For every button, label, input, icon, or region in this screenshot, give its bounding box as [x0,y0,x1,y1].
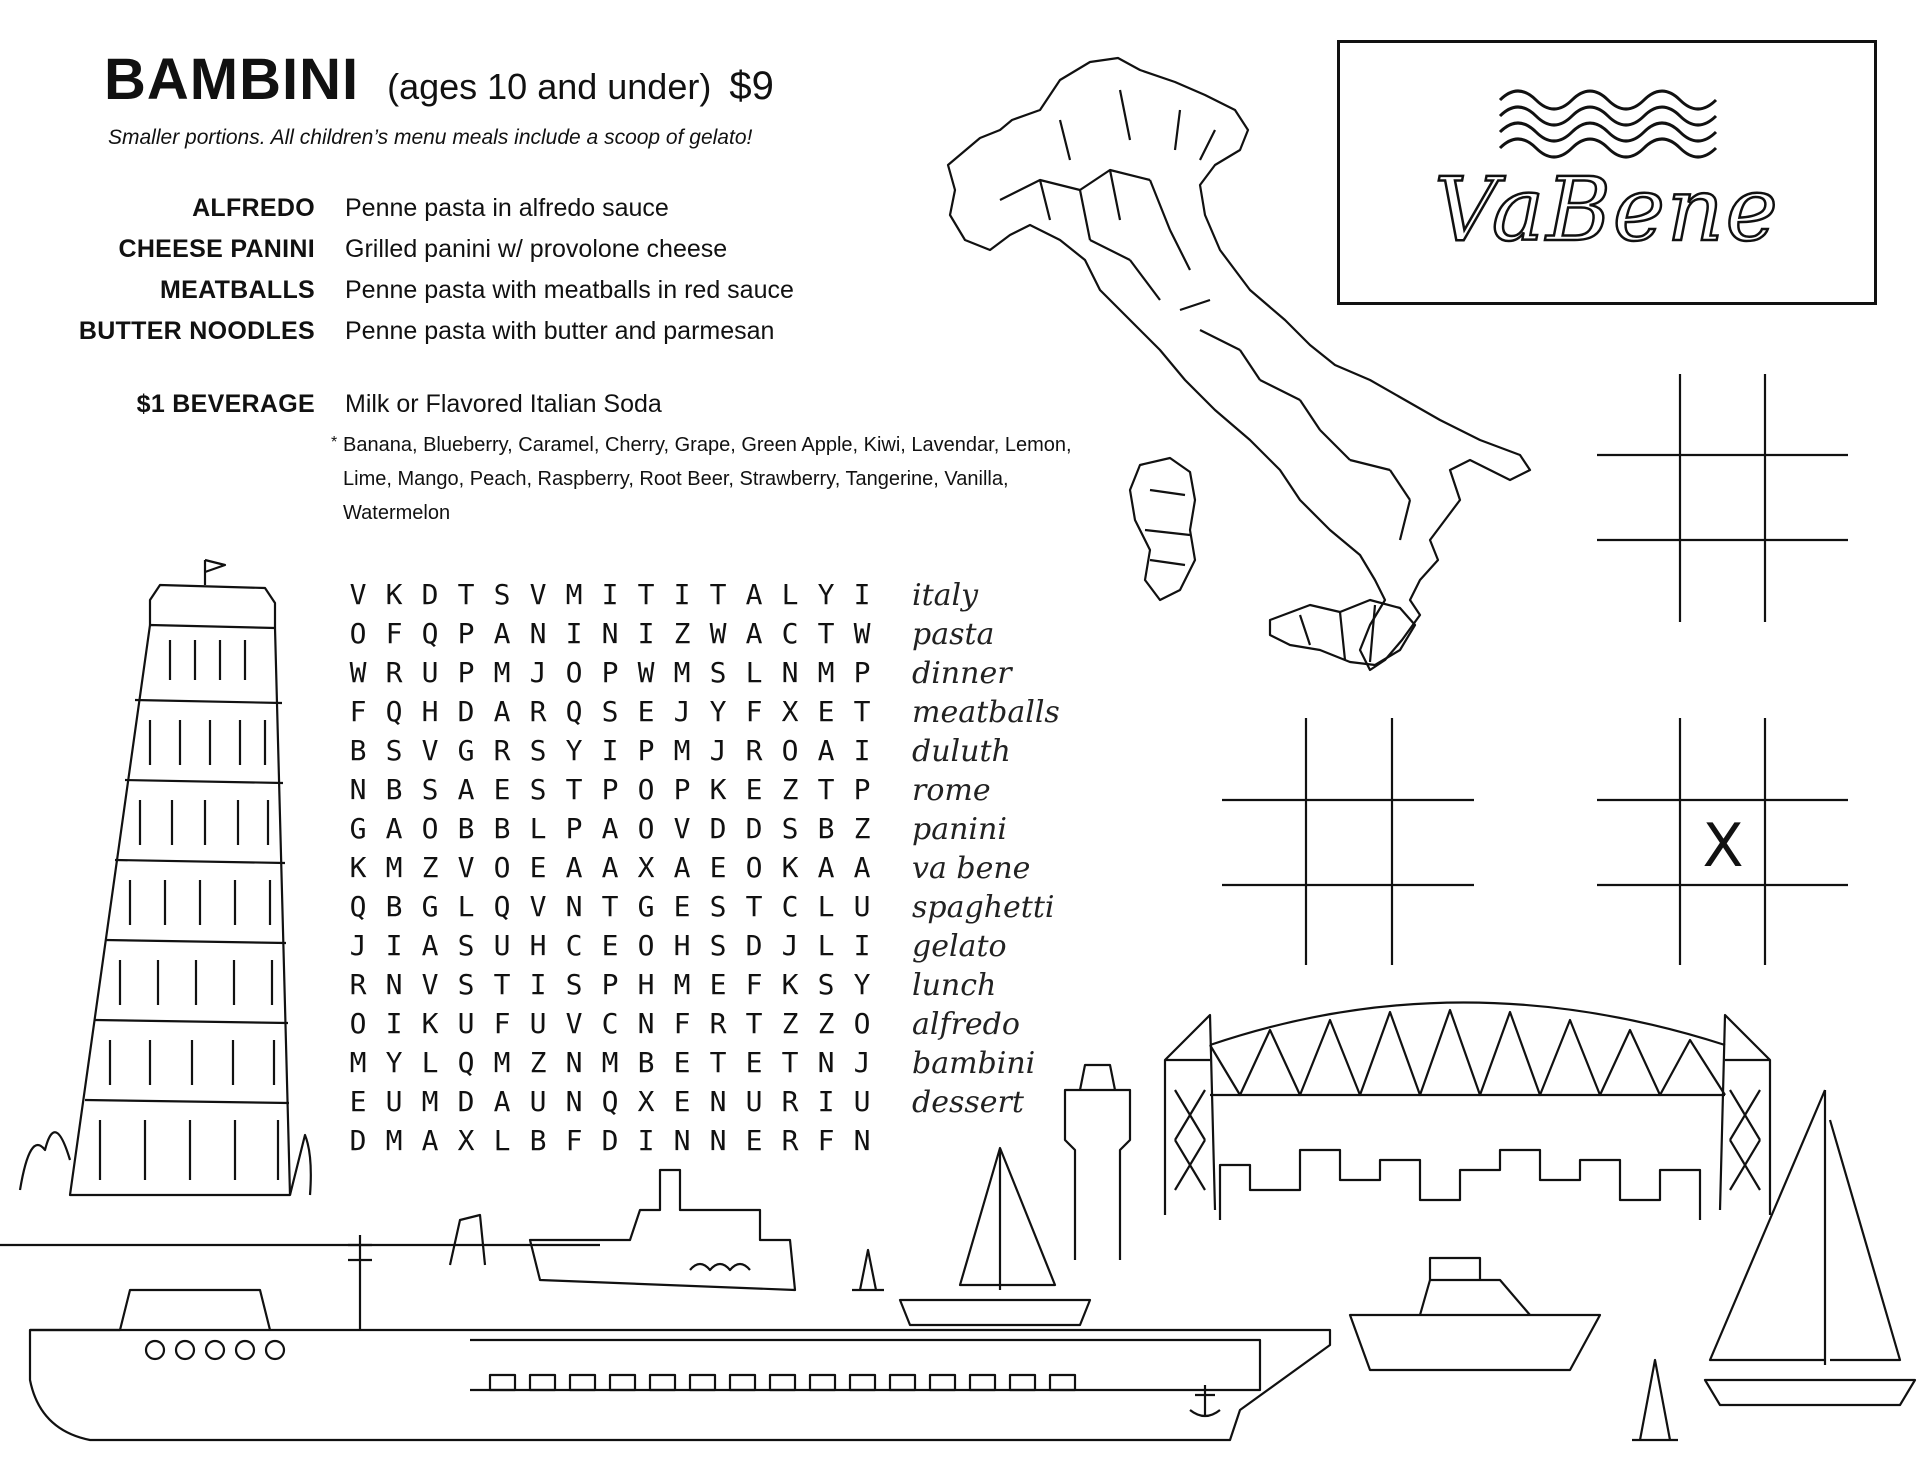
word-search-letter[interactable]: N [601,617,619,650]
word-search-letter[interactable]: K [781,851,799,884]
tic-tac-toe-board[interactable] [1597,374,1848,622]
word-search-letter[interactable]: U [853,890,871,923]
word-search-letter[interactable]: S [529,773,547,806]
word-search-letter[interactable]: Z [421,851,439,884]
word-search-word: dinner [912,656,1012,691]
word-search-letter[interactable]: A [745,578,763,611]
word-search-letter[interactable]: A [853,851,871,884]
word-search-letter[interactable]: A [565,851,583,884]
word-search-letter[interactable]: S [421,773,439,806]
footnote-mark: * [331,434,338,451]
word-search-letter[interactable]: E [709,851,727,884]
word-search-letter[interactable]: M [385,1124,403,1157]
word-search-letter[interactable]: O [349,1007,367,1040]
word-search-letter[interactable]: Y [565,734,583,767]
page-title: BAMBINI [104,47,360,112]
menu-item-name: CHEESE PANINI [118,235,315,263]
word-search-letter[interactable]: O [781,734,799,767]
word-search-letter[interactable]: S [781,812,799,845]
word-search-word: pasta [912,617,995,652]
sailboat-icon [1705,1090,1915,1405]
word-search-letter[interactable]: X [457,1124,475,1157]
word-search-letter[interactable]: R [781,1124,799,1157]
word-search-letter[interactable]: M [349,1046,367,1079]
word-search-letter[interactable]: J [529,656,547,689]
word-search-letter[interactable]: Z [817,1007,835,1040]
menu-price: $9 [729,64,774,108]
word-search-letter[interactable]: E [529,851,547,884]
word-search-letter[interactable]: A [745,617,763,650]
word-search-letter[interactable]: I [817,1085,835,1118]
word-search-letter[interactable]: H [421,695,439,728]
word-search-word: va bene [912,851,1031,886]
word-search-letter[interactable]: U [385,1085,403,1118]
word-search-letter[interactable]: T [817,773,835,806]
word-search-letter[interactable]: M [673,734,691,767]
word-search-letter[interactable]: R [493,734,511,767]
buoy-icon [852,1250,1678,1440]
word-search-letter[interactable]: N [781,656,799,689]
word-search-letter[interactable]: S [493,578,511,611]
word-search-letter[interactable]: T [781,1046,799,1079]
word-search-letter[interactable]: U [493,929,511,962]
word-search-letter[interactable]: R [709,1007,727,1040]
word-search-letter[interactable]: V [457,851,475,884]
word-search-word: panini [912,812,1007,847]
word-search-letter[interactable]: V [421,734,439,767]
word-search-letter[interactable]: O [349,617,367,650]
word-search-letter[interactable]: R [385,656,403,689]
word-search-letter[interactable]: S [457,968,475,1001]
word-search-letter[interactable]: W [709,617,727,650]
word-search-letter[interactable]: T [637,578,655,611]
word-search-letter[interactable]: J [853,1046,871,1079]
word-search-letter[interactable]: E [817,695,835,728]
word-search-letter[interactable]: S [817,968,835,1001]
word-search-word: lunch [912,968,997,1003]
word-search-letter[interactable]: M [601,1046,619,1079]
word-search-letter[interactable]: B [457,812,475,845]
word-search-word: gelato [912,929,1007,964]
word-search-letter[interactable]: N [385,968,403,1001]
word-search-letter[interactable]: I [385,929,403,962]
word-search-letter[interactable]: J [349,929,367,962]
word-search-letter[interactable]: I [565,617,583,650]
age-range: (ages 10 and under) [387,66,712,107]
word-search-letter[interactable]: N [817,1046,835,1079]
menu-item-name: BUTTER NOODLES [78,317,315,345]
word-search-letter[interactable]: J [781,929,799,962]
word-search-letter[interactable]: F [817,1124,835,1157]
word-search-letter[interactable]: M [565,578,583,611]
word-search-letter[interactable]: P [601,773,619,806]
word-search-letter[interactable]: A [493,617,511,650]
menu-item-desc: Penne pasta in alfredo sauce [345,194,669,222]
word-search-word: meatballs [912,695,1060,730]
flavor-text: Banana, Blueberry, Caramel, Cherry, Grape, Green Apple, Kiwi, Lavendar, Lemon, Lime, Mango, Peach, Raspberry, Root Beer, Strawberry, Tangerine, Vanilla, Watermelon [343,434,1072,524]
word-search-letter[interactable]: Y [817,578,835,611]
beverage-desc: Milk or Flavored Italian Soda [345,390,662,418]
menu-item-desc: Grilled panini w/ provolone cheese [345,235,728,263]
word-search-letter[interactable]: I [637,1124,655,1157]
word-search-letter[interactable]: G [349,812,367,845]
word-search-letter[interactable]: Q [349,890,367,923]
word-search-letter[interactable]: T [745,1007,763,1040]
word-search-letter[interactable]: E [745,1046,763,1079]
word-search-letter[interactable]: N [529,617,547,650]
sailboat-icon [900,1148,1090,1325]
word-search-letter[interactable]: C [565,929,583,962]
word-search-letter[interactable]: A [493,1085,511,1118]
word-search-letter[interactable]: C [781,617,799,650]
word-search-letter[interactable]: P [853,656,871,689]
word-search-letter[interactable]: V [529,890,547,923]
word-search-letter[interactable]: S [529,734,547,767]
word-search-letter[interactable]: A [601,812,619,845]
word-search-letter[interactable]: V [349,578,367,611]
word-search-letter[interactable]: M [493,1046,511,1079]
word-search-letter[interactable]: U [457,1007,475,1040]
word-search-letter[interactable]: L [817,929,835,962]
word-search-letter[interactable]: T [745,890,763,923]
logo-text: VaBene [1434,158,1780,261]
word-search-letter[interactable]: O [853,1007,871,1040]
word-search-letter[interactable]: M [421,1085,439,1118]
word-search-letter[interactable]: V [421,968,439,1001]
word-search-letter[interactable]: K [349,851,367,884]
word-search-letter[interactable]: N [709,1085,727,1118]
word-search-letter[interactable]: P [457,617,475,650]
word-search-letter[interactable]: A [601,851,619,884]
word-search-letter[interactable]: M [673,968,691,1001]
word-search-letter[interactable]: O [565,656,583,689]
menu-item-desc: Penne pasta with meatballs in red sauce [345,276,794,304]
word-search-letter[interactable]: O [745,851,763,884]
word-search-letter[interactable]: O [493,851,511,884]
word-search-letter[interactable]: B [385,890,403,923]
word-search-letter[interactable]: C [781,890,799,923]
word-search-letter[interactable]: V [529,578,547,611]
tugboat-icon [1350,1258,1600,1370]
word-search-letter[interactable]: A [673,851,691,884]
word-search-letter[interactable]: E [493,773,511,806]
word-search-letter[interactable]: N [349,773,367,806]
word-search-letter[interactable]: E [349,1085,367,1118]
word-search-letter[interactable]: B [817,812,835,845]
word-search-letter[interactable]: X [781,695,799,728]
word-search-letter[interactable]: E [673,1046,691,1079]
menu-item-name: ALFREDO [192,194,315,222]
word-search-letter[interactable]: X [637,851,655,884]
word-search-letter[interactable]: N [673,1124,691,1157]
word-search-letter[interactable]: P [601,656,619,689]
word-search-letter[interactable]: T [601,890,619,923]
word-search-letter[interactable]: T [709,578,727,611]
word-search-letter[interactable]: E [745,773,763,806]
word-search-letter[interactable]: W [853,617,871,650]
word-search-letter[interactable]: D [709,812,727,845]
word-search-letter[interactable]: Z [781,773,799,806]
word-search-letter[interactable]: Z [529,1046,547,1079]
word-search-letter[interactable]: S [601,695,619,728]
word-search-letter[interactable]: P [853,773,871,806]
word-search-letter[interactable]: F [565,1124,583,1157]
word-search-letter[interactable]: Y [709,695,727,728]
word-search-letter[interactable]: I [853,734,871,767]
word-search-word: bambini [912,1046,1036,1081]
word-search-letter[interactable]: L [745,656,763,689]
word-search-letter[interactable]: D [421,578,439,611]
word-search-letter[interactable]: F [745,695,763,728]
word-search-letter[interactable]: K [781,968,799,1001]
menu-item-desc: Penne pasta with butter and parmesan [345,317,775,345]
word-search-letter[interactable]: M [385,851,403,884]
word-search-letter[interactable]: O [421,812,439,845]
word-search-letter[interactable]: O [637,773,655,806]
word-search-letter[interactable]: H [529,929,547,962]
word-search-letter[interactable]: F [673,1007,691,1040]
word-search-letter[interactable]: I [673,578,691,611]
word-search-letter[interactable]: U [853,1085,871,1118]
word-search-letter[interactable]: T [457,578,475,611]
word-search-letter[interactable]: Q [421,617,439,650]
word-search-letter[interactable]: Q [601,1085,619,1118]
word-search-letter[interactable]: T [709,1046,727,1079]
word-search-letter[interactable]: X [637,1085,655,1118]
word-search-letter[interactable]: S [709,656,727,689]
word-search-letter[interactable]: I [601,578,619,611]
word-search-letter[interactable]: P [637,734,655,767]
word-search-letter[interactable]: S [385,734,403,767]
word-search-letter[interactable]: D [349,1124,367,1157]
word-search-letter[interactable]: N [709,1124,727,1157]
word-search-letter[interactable]: R [349,968,367,1001]
lift-bridge-icon [1165,1003,1770,1221]
word-search-letter[interactable]: E [709,968,727,1001]
word-search-letter[interactable]: A [385,812,403,845]
word-search-letter[interactable]: A [457,773,475,806]
word-search-letter[interactable]: T [493,968,511,1001]
italy-map-icon [948,58,1530,670]
word-search-letter[interactable]: L [781,578,799,611]
word-search-letter[interactable]: B [493,812,511,845]
word-search-letter[interactable]: L [493,1124,511,1157]
word-search-letter[interactable]: T [817,617,835,650]
word-search-letter[interactable]: K [421,1007,439,1040]
word-search-letter[interactable]: R [781,1085,799,1118]
word-search-letter[interactable]: G [637,890,655,923]
word-search-letter[interactable]: O [637,812,655,845]
word-search-letter[interactable]: T [565,773,583,806]
word-search-letter[interactable]: E [637,695,655,728]
word-search-letter[interactable]: Z [853,812,871,845]
word-search-letter[interactable]: G [457,734,475,767]
word-search-letter[interactable]: H [673,929,691,962]
word-search-letter[interactable]: I [529,968,547,1001]
word-search-letter[interactable]: Y [385,1046,403,1079]
word-search-letter[interactable]: U [529,1007,547,1040]
word-search-letter[interactable]: O [637,929,655,962]
word-search-letter[interactable]: K [709,773,727,806]
word-search-letter[interactable]: Z [673,617,691,650]
word-search-letter[interactable]: R [745,734,763,767]
word-search-letter[interactable]: J [709,734,727,767]
word-search-letter[interactable]: F [349,695,367,728]
word-search-letter[interactable]: Q [565,695,583,728]
word-search-letter[interactable]: S [709,929,727,962]
word-search-letter[interactable]: D [745,812,763,845]
cargo-ship-icon [30,1170,1330,1440]
word-search-letter[interactable]: M [817,656,835,689]
word-search-letter[interactable]: I [853,929,871,962]
word-search-letter[interactable]: Q [457,1046,475,1079]
word-search-letter[interactable]: N [853,1124,871,1157]
beverage-name: $1 BEVERAGE [136,390,315,418]
word-search-letter[interactable]: N [565,1046,583,1079]
word-search-letter[interactable]: B [385,773,403,806]
word-search-letter[interactable]: B [349,734,367,767]
word-search-word: spaghetti [912,890,1055,925]
word-search-letter[interactable]: A [493,695,511,728]
word-search-letter[interactable]: F [745,968,763,1001]
word-search-letter[interactable]: H [637,968,655,1001]
word-search-letter[interactable]: V [673,812,691,845]
word-search-letter[interactable]: S [565,968,583,1001]
word-search-letter[interactable]: I [385,1007,403,1040]
word-search-word: italy [912,578,979,613]
word-search-letter[interactable]: M [673,656,691,689]
word-search-letter[interactable]: B [529,1124,547,1157]
word-search-letter[interactable]: C [601,1007,619,1040]
word-search-letter[interactable]: D [457,1085,475,1118]
lighthouse-icon [1065,1065,1130,1260]
word-search-word: dessert [912,1085,1024,1120]
word-search-letter[interactable]: Y [853,968,871,1001]
word-search-letter[interactable]: A [421,1124,439,1157]
word-search-letter[interactable]: Q [493,890,511,923]
word-search-letter[interactable]: D [745,929,763,962]
word-search-letter[interactable]: P [457,656,475,689]
word-search-letter[interactable]: Z [781,1007,799,1040]
word-search-letter[interactable]: I [637,617,655,650]
menu-item-name: MEATBALLS [160,276,315,304]
word-search-letter[interactable]: U [529,1085,547,1118]
word-search-letter[interactable]: G [421,890,439,923]
word-search-letter[interactable]: J [673,695,691,728]
word-search-letter[interactable]: E [673,1085,691,1118]
leaning-tower-icon [20,560,311,1195]
word-search-letter[interactable]: L [817,890,835,923]
word-search-letter[interactable]: P [601,968,619,1001]
word-search-letter[interactable]: A [817,734,835,767]
word-search-letter[interactable]: L [457,890,475,923]
word-search-letter[interactable]: L [529,812,547,845]
word-search-letter[interactable]: U [421,656,439,689]
word-search-letter[interactable]: I [601,734,619,767]
word-search-letter[interactable]: N [637,1007,655,1040]
word-search-letter[interactable]: Q [385,695,403,728]
word-search-letter[interactable]: K [385,578,403,611]
word-search-letter[interactable]: D [457,695,475,728]
word-search-letter[interactable]: I [853,578,871,611]
word-search-letter[interactable]: W [349,656,367,689]
word-search-letter[interactable]: E [745,1124,763,1157]
word-search-letter[interactable]: N [565,1085,583,1118]
tic-tac-toe-mark: X [1702,811,1744,881]
word-search-letter[interactable]: P [673,773,691,806]
word-search-letter[interactable]: F [385,617,403,650]
word-search-letter[interactable]: A [421,929,439,962]
word-search-letter[interactable]: N [565,890,583,923]
word-search-word: duluth [912,734,1011,769]
tic-tac-toe-board[interactable] [1222,718,1474,965]
menu-subtitle: Smaller portions. All children’s menu meals include a scoop of gelato! [108,126,753,149]
word-search-word: rome [912,773,991,808]
word-search-letter[interactable]: V [565,1007,583,1040]
word-search-letter[interactable]: S [709,890,727,923]
word-search-letter[interactable]: E [601,929,619,962]
word-search-letter[interactable]: P [565,812,583,845]
word-search-letter[interactable]: T [853,695,871,728]
word-search-letter[interactable]: B [637,1046,655,1079]
word-search-letter[interactable]: M [493,656,511,689]
word-search-letter[interactable]: F [493,1007,511,1040]
word-search-letter[interactable]: R [529,695,547,728]
word-search-letter[interactable]: S [457,929,475,962]
word-search-letter[interactable]: E [673,890,691,923]
word-search-letter[interactable]: L [421,1046,439,1079]
word-search-letter[interactable]: W [637,656,655,689]
word-search-word: alfredo [912,1007,1020,1042]
word-search-letter[interactable]: U [745,1085,763,1118]
word-search-letter[interactable]: A [817,851,835,884]
word-search-letter[interactable]: D [601,1124,619,1157]
